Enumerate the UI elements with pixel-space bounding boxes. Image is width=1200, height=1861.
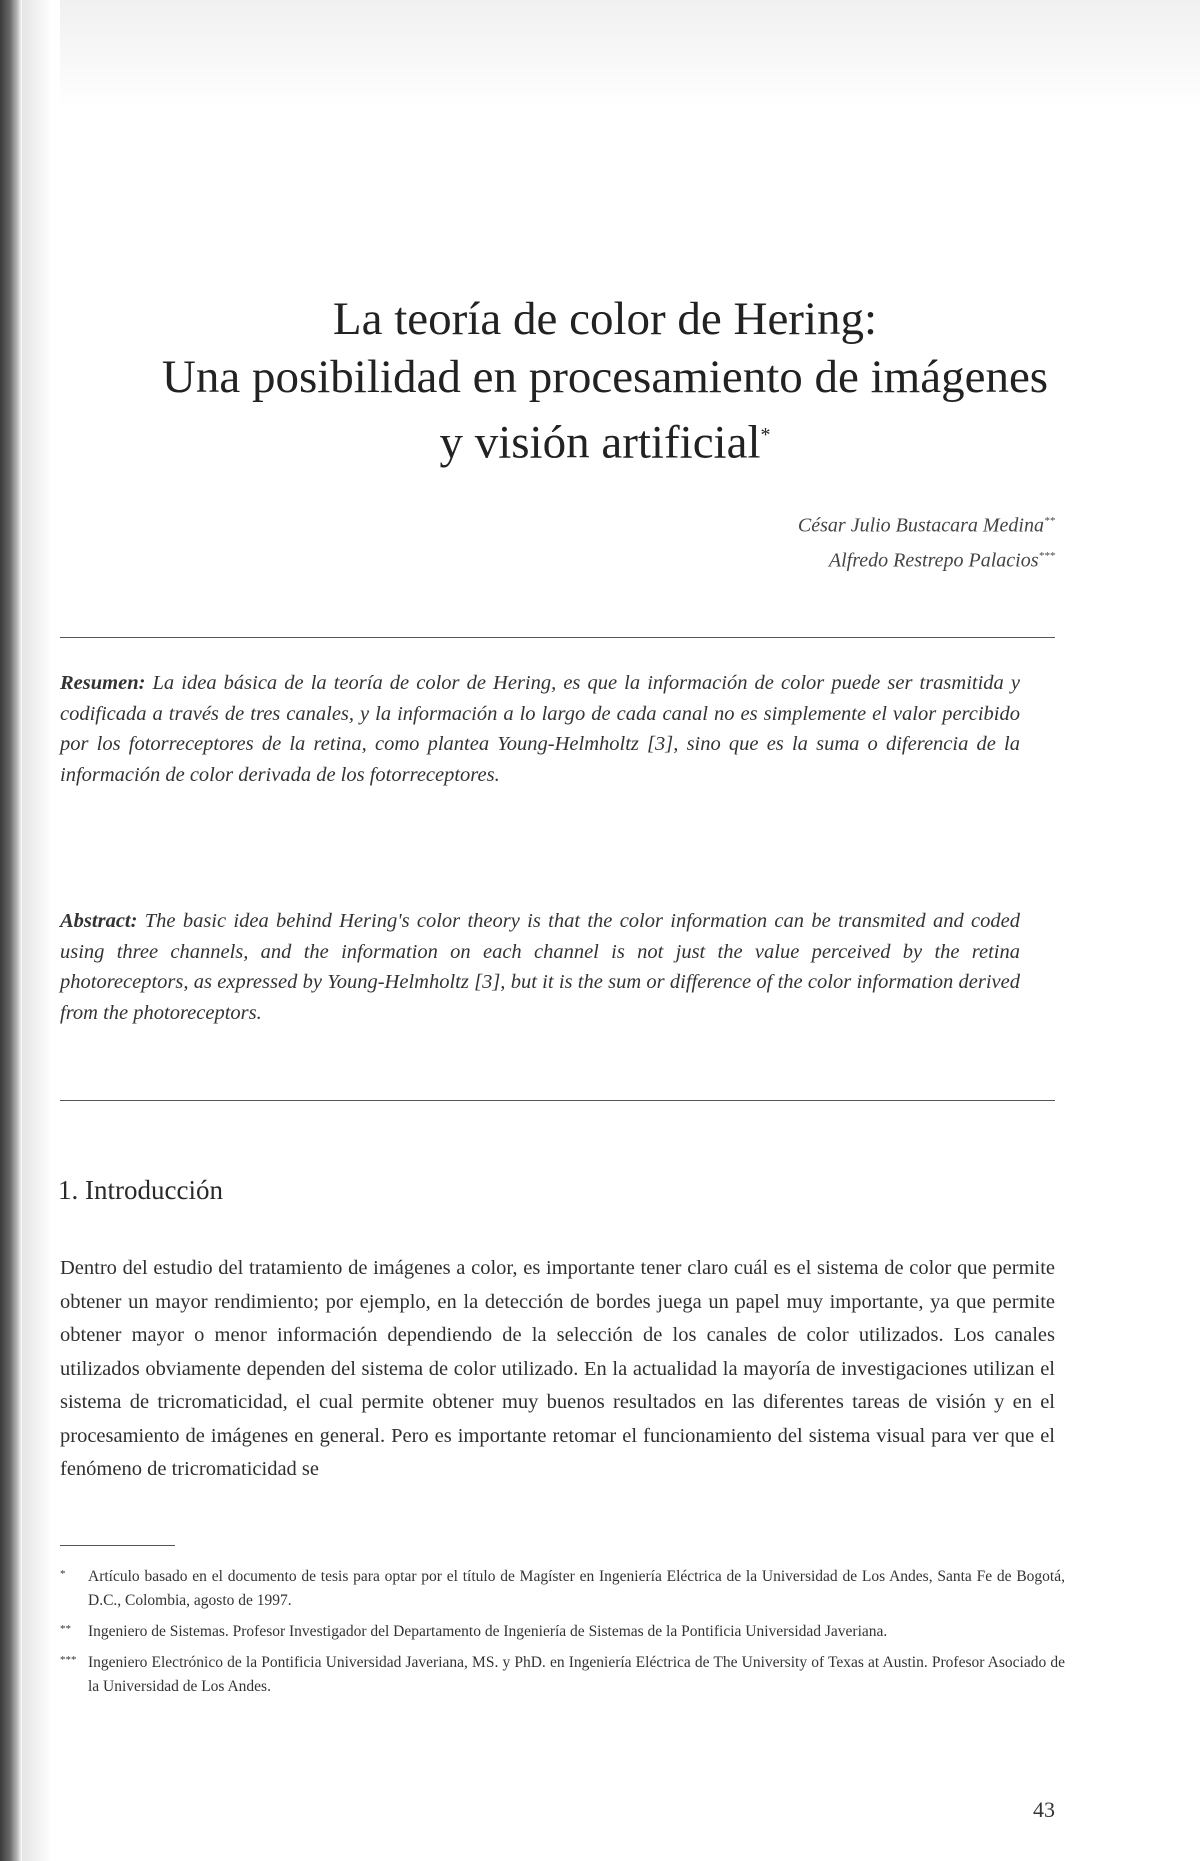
title-line-1: La teoría de color de Hering: bbox=[332, 293, 878, 345]
footnote-3-text: Ingeniero Electrónico de la Pontificia Universidad Javeriana, MS. y PhD. en Ingeniería Eléctrica de The University of Texas at Austin. Profesor Asociado de la Universidad de Los Andes. bbox=[88, 1654, 1065, 1695]
scan-top-shade bbox=[60, 0, 1200, 110]
author-1-name: César Julio Bustacara Medina bbox=[797, 514, 1044, 537]
footnote-2 bbox=[60, 1620, 1065, 1644]
author-2 bbox=[798, 541, 1055, 576]
scan-shadow bbox=[22, 0, 52, 1861]
resumen-text: La idea básica de la teoría de color de Hering, es que la información de color puede ser trasmitida y codificada a través de tres canales, y la información a lo largo de cada canal no es simplemente el valor percibido por los fotorreceptores de la retina, como plantea Young-Helmholtz [3], sino que es la suma o diferencia de la información de color derivada de los fotorreceptores. bbox=[60, 672, 1020, 786]
footnote-2-marker: ** bbox=[60, 1623, 71, 1635]
footnote-1-marker: * bbox=[60, 1568, 66, 1580]
section-heading-introduccion: 1. Introducción bbox=[58, 1175, 223, 1205]
abstract-text: The basic idea behind Hering's color theory is that the color information can be transmited and coded using three channels, and the information on each channel is not just the value perceived by the retina photoreceptors, as expressed by Young-Helmholtz [3], but it is the sum or difference of the color information derived from the photoreceptors. bbox=[60, 910, 1020, 1024]
footnote-1 bbox=[60, 1565, 1065, 1613]
footnote-3 bbox=[60, 1651, 1065, 1699]
title-line-3 bbox=[60, 406, 1150, 472]
author-1-marker: ** bbox=[1044, 515, 1055, 527]
top-divider bbox=[60, 637, 1055, 638]
author-2-name: Alfredo Restrepo Palacios bbox=[828, 549, 1039, 572]
footnote-3-marker: *** bbox=[60, 1654, 77, 1666]
footnote-rule bbox=[60, 1545, 175, 1546]
title-line-2: Una posibilidad en procesamiento de imágenes bbox=[161, 351, 1049, 403]
footnote-1-text: Artículo basado en el documento de tesis para optar por el título de Magíster en Ingeniería Eléctrica de la Universidad de Los Andes, Santa Fe de Bogotá, D.C., Colombia, agosto de 1997. bbox=[88, 1568, 1065, 1609]
title-footnote-marker: * bbox=[760, 424, 771, 446]
bottom-divider bbox=[60, 1100, 1055, 1101]
author-list bbox=[798, 506, 1055, 575]
article-title bbox=[60, 290, 1150, 472]
resumen-block bbox=[60, 668, 1020, 790]
intro-paragraph: Dentro del estudio del tratamiento de imágenes a color, es importante tener claro cuál es el sistema de color que permite obtener un mayor rendimiento; por ejemplo, en la detección de bordes juega un papel muy importante, ya que permite obtener mayor o menor información dependiendo de la selección de los canales de color utilizados. Los canales utilizados obviamente dependen del sistema de color utilizado. En la actualidad la mayoría de investigaciones utilizan el sistema de tricromaticidad, el cual permite obtener muy buenos resultados en las diferentes tareas de visión y en el procesamiento de imágenes en general. Pero es importante retomar el funcionamiento del sistema visual para ver que el fenómeno de tricromaticidad se bbox=[60, 1257, 1055, 1480]
title-line-3-text: y visión artificial bbox=[439, 416, 761, 469]
abstract-block bbox=[60, 906, 1020, 1028]
abstract-label: Abstract: bbox=[60, 910, 138, 932]
resumen-label: Resumen: bbox=[60, 672, 146, 694]
author-1 bbox=[798, 506, 1055, 541]
footnotes bbox=[60, 1565, 1065, 1706]
author-2-marker: *** bbox=[1038, 549, 1055, 562]
scan-binding-edge bbox=[0, 0, 22, 1861]
page-number: 43 bbox=[1033, 1797, 1055, 1822]
footnote-2-text: Ingeniero de Sistemas. Profesor Investigador del Departamento de Ingeniería de Sistemas de la Pontificia Universidad Javeriana. bbox=[88, 1623, 888, 1640]
